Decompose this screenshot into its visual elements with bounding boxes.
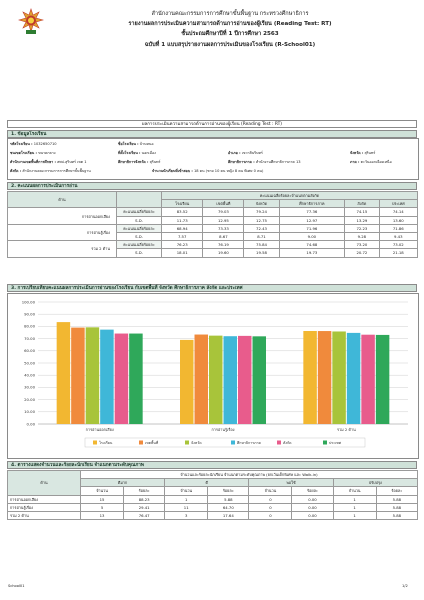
info-school-code: รหัสโรงเรียน : 1032650710 (10, 142, 57, 146)
level-good: ดี (165, 479, 249, 487)
y-tick-label: 0.00 (26, 421, 35, 427)
bar (303, 331, 317, 424)
info-province: จังหวัด : สุรินทร์ (350, 151, 376, 155)
info-region: ภาค : ตะวันออกเฉียงเหนือ (350, 160, 392, 164)
table-row: S.D. 11.73 12.95 12.75 12.97 13.29 13.60 (8, 216, 418, 224)
quality-table-side-header: ด้าน (8, 471, 81, 496)
bar (347, 333, 361, 424)
table-row: S.D. 7.57 8.67 8.71 9.00 9.28 9.43 (8, 232, 418, 240)
legend-swatch (231, 441, 235, 445)
bar (115, 334, 128, 424)
table-row: รวม 2 ด้าน 13 76.47 3 17.64 0 0.00 1 5.88 (8, 511, 418, 519)
y-tick-label: 50.00 (24, 360, 35, 366)
legend-label: โรงเรียน (99, 441, 113, 445)
level-fair: พอใช้ (249, 479, 333, 487)
legend-swatch (185, 441, 189, 445)
bar (361, 335, 375, 424)
info-school-name: ชื่อโรงเรียน : บ้านหนอ (118, 142, 154, 146)
info-regional-office: ศึกษาธิการภาค : สำนักงานศึกษาธิการภาค 13 (228, 160, 301, 164)
info-student-count: จำนวนนักเรียนที่เข้าสอบ : 18 คน (ชาย 10 คน หญิง 8 คน พิเศษ 0 คน) (152, 169, 264, 173)
table-row: การอ่านออกเสียง 15 88.23 1 5.88 0 0.00 1 5.88 (8, 495, 418, 503)
bar (180, 340, 194, 424)
score-col-area: เขตพื้นที่ (203, 200, 244, 208)
header-line2: รายงานผลการประเมินความสามารถด้านการอ่านของผู้เรียน (Reading Test: RT) (128, 21, 332, 27)
bar (376, 335, 390, 424)
score-col-school: โรงเรียน (162, 200, 203, 208)
score-col-region: ศึกษาธิการภาค (279, 200, 345, 208)
legend-label: ศึกษาธิการภาค (237, 441, 261, 445)
score-col-country: ประเทศ (379, 200, 417, 208)
legend-swatch (93, 441, 97, 445)
y-tick-label: 80.00 (24, 323, 35, 329)
table-row: การอ่านรู้เรื่อง คะแนนเฉลี่ยร้อยละ 68.94 73.33 72.43 71.96 72.23 71.86 (8, 224, 418, 232)
score-table-metric-header (117, 192, 162, 208)
header-line1: สำนักงานคณะกรรมการการศึกษาขั้นพื้นฐาน กระทรวงศึกษาธิการ (151, 11, 309, 17)
table-row: รวม 2 ด้าน คะแนนเฉลี่ยร้อยละ 76.23 76.19 75.84 74.68 73.20 73.02 (8, 241, 418, 249)
footer-page-number: 1/2 (402, 584, 408, 588)
score-table-group-header: คะแนนเฉลี่ยร้อยละจำแนกตามสังกัด (162, 192, 418, 200)
info-provincial-office: ศึกษาธิการจังหวัด : สุรินทร์ (118, 160, 161, 164)
score-col-province: จังหวัด (244, 200, 279, 208)
y-tick-label: 60.00 (24, 348, 35, 354)
bar (209, 336, 223, 424)
bar (332, 331, 346, 424)
bar (224, 336, 238, 424)
report-title-bar: ผลการประเมินความสามารถด้านการอ่านของผู้เรียน (Reading Test : RT) (7, 120, 417, 128)
y-tick-label: 20.00 (24, 396, 35, 402)
header-line3: ชั้นประถมศึกษาปีที่ 1 ปีการศึกษา 2563 (181, 31, 279, 37)
bar (71, 328, 85, 424)
table-row: การอ่านออกเสียง คะแนนเฉลี่ยร้อยละ 83.52 79.03 79.24 77.36 74.15 74.14 (8, 208, 418, 216)
score-table (7, 191, 418, 258)
quality-table: ด้าน จำนวนและร้อยละนักเรียน จำแนกตามระดับคุณภาพ (ยกเว้นเด็กพิเศษ และ Walk-in) ดีมาก ดี พอใช้ ปรับปรุง จำนวน ร้อยละ จำนวน ร้อยละ จำนวน ร้อยละ จำนวน ร้อยละ การอ่านออกเสียง 15 88.23 1 5.88 0 0.00 1 5.88 การอ่านรู้เรื่อง 5 29.41 11 64.70 0 0.00 1 5.88 รวม 2 ด้าน 13 76.47 3 17.64 0 0.00 1 5.88 (7, 470, 418, 520)
score-table-side-header: ด้าน (8, 192, 117, 208)
info-school-size: ชนเขตโรงเรียน : ขนาดกลาง (10, 151, 56, 155)
info-location: ที่ตั้งโรงเรียน : นอกเมือง (118, 151, 156, 155)
header-line4: ฉบับที่ 1 แบบสรุปรายงานผลการประเมินของโรงเรียน (R-School01) (144, 42, 316, 48)
legend-swatch (277, 441, 281, 445)
bar (318, 331, 332, 424)
info-district: อำเภอ : เขวาสินรินทร์ (228, 151, 263, 155)
x-tick-label: การอ่านออกเสียง (85, 427, 114, 432)
quality-table-group-header: จำนวนและร้อยละนักเรียน จำแนกตามระดับคุณภาพ (ยกเว้นเด็กพิเศษ และ Walk-in) (81, 471, 418, 479)
bar-chart (8, 294, 416, 456)
bar (238, 336, 252, 424)
y-tick-label: 30.00 (24, 384, 35, 390)
footer-doc-code: School01 (8, 584, 25, 588)
section4-title: 4. ตารางแสดงจำนวนและร้อยละนักเรียน จำแนกตามระดับคุณภาพ (7, 461, 417, 469)
bar (86, 327, 100, 424)
y-tick-label: 40.00 (24, 372, 35, 378)
table-row: การอ่านรู้เรื่อง 5 29.41 11 64.70 0 0.00 1 5.88 (8, 503, 418, 511)
legend-label: จังหวัด (191, 441, 202, 445)
legend-swatch (139, 441, 143, 445)
level-excellent: ดีมาก (81, 479, 165, 487)
info-affiliation: สังกัด : สำนักงานคณะกรรมการการศึกษาขั้นพื้นฐาน (10, 169, 91, 173)
y-tick-label: 100.00 (21, 299, 35, 305)
bar (195, 335, 209, 424)
table-row: S.D. 18.01 19.60 19.58 19.73 20.72 21.18 (8, 249, 418, 257)
level-improve: ปรับปรุง (333, 479, 417, 487)
bar (253, 336, 267, 424)
section3-title: 3. การเปรียบเทียบคะแนนผลการประเมินการอ่านของโรงเรียน กับเขตพื้นที่ จังหวัด ศึกษาธิการภาค สังกัด และประเทศ (7, 284, 417, 292)
section1-title: 1. ข้อมูลโรงเรียน (7, 130, 417, 138)
legend-label: สังกัด (283, 441, 292, 445)
y-tick-label: 70.00 (24, 335, 35, 341)
legend-swatch (323, 441, 327, 445)
legend-label: เขตพื้นที่ (145, 441, 159, 445)
x-tick-label: การอ่านรู้เรื่อง (211, 427, 235, 432)
score-col-affiliation: สังกัด (345, 200, 379, 208)
section2-title: 2. คะแนนผลการประเมินการอ่าน (7, 182, 417, 190)
bar (100, 330, 114, 424)
y-tick-label: 10.00 (24, 409, 35, 415)
bar (129, 334, 143, 424)
x-tick-label: รวม 2 ด้าน (336, 427, 356, 432)
legend-label: ประเทศ (329, 441, 342, 445)
info-area-office: สำนักงานเขตพื้นที่การศึกษา : สพป.สุรินทร์ เขต 1 (10, 160, 87, 164)
bar (57, 322, 71, 424)
y-tick-label: 90.00 (24, 311, 35, 317)
